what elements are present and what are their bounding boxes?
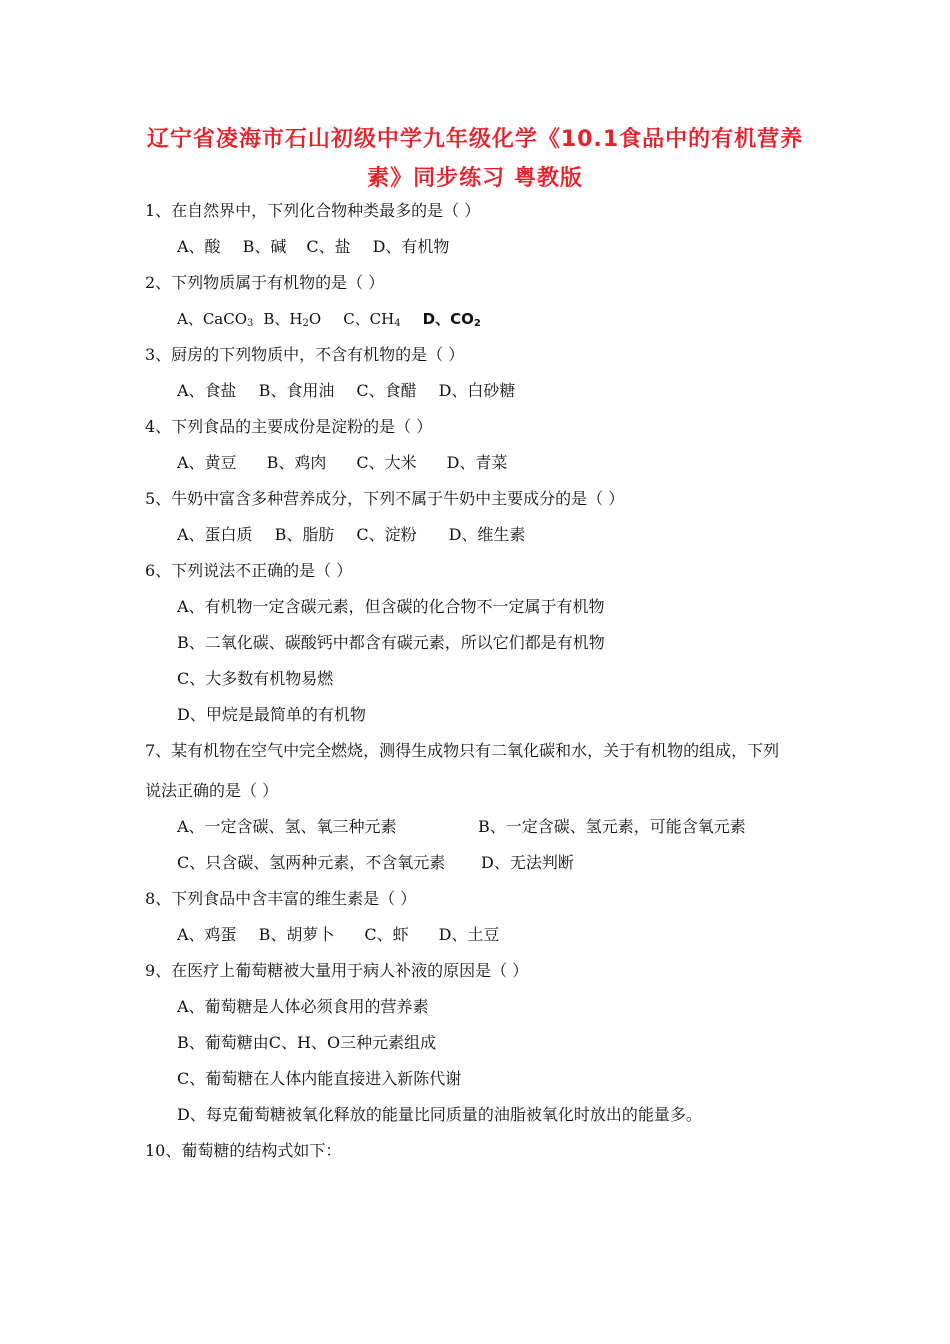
question-9-option-c: C、葡萄糖在人体内能直接进入新陈代谢 — [177, 1069, 462, 1088]
question-1: 1、在自然界中，下列化合物种类最多的是（ ） — [145, 201, 481, 220]
option-d: D、$CO_2$ — [422, 310, 481, 329]
question-7-option-a: A、一定含碳、氢、氧三种元素 — [177, 817, 397, 836]
question-6-option-a: A、有机物一定含碳元素，但含碳的化合物不一定属于有机物 — [177, 597, 605, 616]
question-7-option-b: B、一定含碳、氢元素，可能含氧元素 — [478, 817, 746, 836]
question-1-options — [177, 237, 449, 257]
option-c: C、$CH_4$ — [343, 310, 401, 329]
question-7-option-d: D、无法判断 — [481, 853, 574, 872]
question-3: 3、厨房的下列物质中，不含有机物的是（ ） — [145, 345, 465, 364]
question-5: 5、牛奶中富含多种营养成分，下列不属于牛奶中主要成分的是（ ） — [145, 489, 625, 508]
question-7-option-c: C、只含碳、氢两种元素，不含氧元素 — [177, 853, 446, 872]
option-a: A、黄豆 — [177, 453, 237, 472]
question-7-continued: 说法正确的是（ ） — [145, 781, 279, 800]
question-2: 2、下列物质属于有机物的是（ ） — [145, 273, 385, 292]
option-c: C、食醋 — [356, 381, 417, 400]
question-9-option-a: A、葡萄糖是人体必须食用的营养素 — [177, 997, 429, 1016]
question-7: 7、某有机物在空气中完全燃烧，测得生成物只有二氧化碳和水，关于有机物的组成，下列 — [145, 741, 780, 760]
option-d: D、维生素 — [448, 525, 526, 544]
option-c: C、淀粉 — [356, 525, 417, 544]
question-6-option-b: B、二氧化碳、碳酸钙中都含有碳元素，所以它们都是有机物 — [177, 633, 605, 652]
option-c: C、盐 — [306, 237, 351, 256]
title-line-2: 素》同步练习 粤教版 — [367, 166, 583, 191]
question-6-option-c: C、大多数有机物易燃 — [177, 669, 334, 688]
option-d: D、有机物 — [372, 237, 450, 256]
question-2-options — [177, 309, 481, 334]
option-d: D、青菜 — [446, 453, 508, 472]
option-b: B、$H_2O$ — [263, 310, 322, 329]
title-line-1: 辽宁省凌海市石山初级中学九年级化学《10.1食品中的有机营养 — [146, 127, 804, 152]
question-9: 9、在医疗上葡萄糖被大量用于病人补液的原因是（ ） — [145, 961, 529, 980]
option-d: D、土豆 — [438, 925, 500, 944]
question-8: 8、下列食品中含丰富的维生素是（ ） — [145, 889, 417, 908]
question-4: 4、下列食品的主要成份是淀粉的是（ ） — [145, 417, 433, 436]
option-a: A、CaCO$_3$ — [177, 310, 254, 329]
option-a: A、鸡蛋 — [177, 925, 237, 944]
option-b: B、胡萝卜 — [258, 925, 335, 944]
option-b: B、鸡肉 — [266, 453, 327, 472]
question-8-options — [177, 925, 499, 945]
option-b: B、碱 — [242, 237, 287, 256]
option-c: C、大米 — [356, 453, 417, 472]
option-a: A、食盐 — [177, 381, 237, 400]
option-b: B、食用油 — [258, 381, 335, 400]
question-6: 6、下列说法不正确的是（ ） — [145, 561, 353, 580]
question-6-option-d: D、甲烷是最简单的有机物 — [177, 705, 366, 724]
question-3-options — [177, 381, 515, 401]
question-5-options — [177, 525, 525, 545]
option-a: A、酸 — [177, 237, 221, 256]
question-9-option-d: D、每克葡萄糖被氧化释放的能量比同质量的油脂被氧化时放出的能量多。 — [177, 1105, 702, 1124]
question-9-option-b: B、葡萄糖由C、H、O三种元素组成 — [177, 1033, 437, 1052]
option-d: D、白砂糖 — [438, 381, 516, 400]
question-4-options — [177, 453, 507, 473]
option-c: C、虾 — [364, 925, 409, 944]
question-10: 10、葡萄糖的结构式如下： — [145, 1141, 342, 1160]
option-b: B、脂肪 — [274, 525, 335, 544]
option-a: A、蛋白质 — [177, 525, 253, 544]
